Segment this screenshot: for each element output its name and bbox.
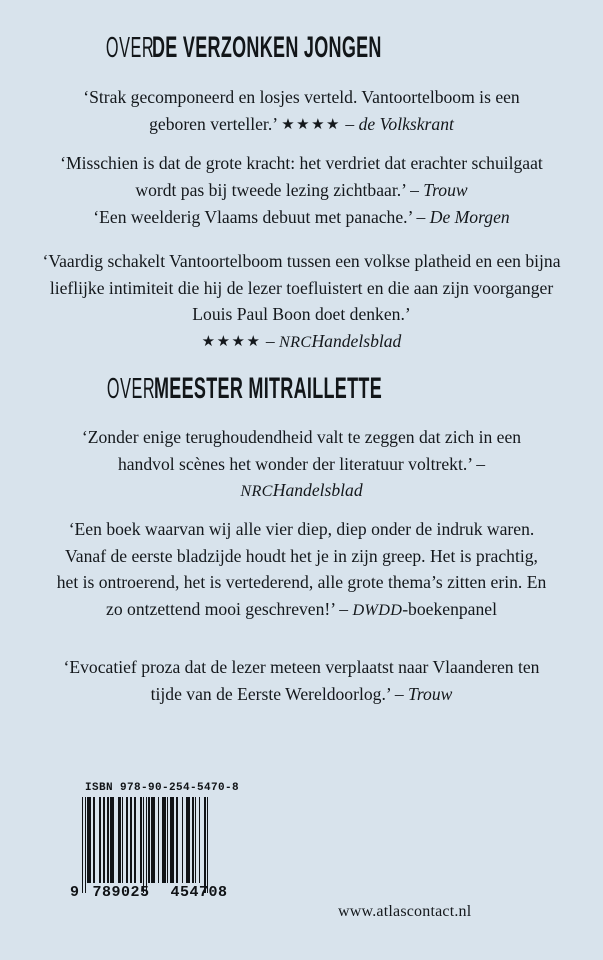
quote-de-volkskrant [0, 84, 603, 137]
quote-text: ‘Strak gecomponeerd en losjes verteld. Vantoortelboom is een geboren verteller.’ [83, 87, 520, 134]
quote-dwdd-boekenpanel [0, 516, 603, 623]
section-heading-prefix: OVER [105, 32, 155, 64]
barcode-digits-right: 454708 [170, 884, 228, 901]
quote-source: Trouw [408, 683, 453, 704]
quote-dash: – [345, 113, 355, 134]
quote-trouw-2 [0, 654, 603, 707]
quote-source: Handelsblad [272, 480, 363, 501]
quote-source-suffix: -boekenpanel [402, 599, 497, 620]
quote-dash: – [476, 453, 486, 474]
quote-nrc-handelsblad-2 [0, 424, 603, 504]
barcode-block [70, 782, 250, 901]
barcode-digit-lead: 9 [70, 884, 80, 901]
quote-source: de Volkskrant [358, 113, 454, 134]
quote-trouw-1 [0, 150, 603, 203]
quote-source-abbrev: DWDD [352, 601, 403, 620]
section-heading-title: MEESTER MITRAILLETTE [153, 372, 382, 405]
quote-dash: – [416, 207, 426, 227]
quote-de-morgen [0, 204, 603, 231]
quote-dash: – [410, 179, 419, 200]
quote-text: ‘Misschien is dat de grote kracht: het verdriet dat erachter schuilgaat wordt pas bij tweede lezing zichtbaar.’ [60, 153, 543, 200]
quote-nrc-handelsblad-1 [0, 248, 603, 355]
barcode-digits-left: 789025 [92, 884, 150, 901]
quote-source: Handelsblad [311, 331, 402, 352]
quote-text: ‘Een weelderig Vlaams debuut met panache.’ [93, 207, 413, 227]
quote-text: ‘Evocatief proza dat de lezer meteen verplaatst naar Vlaanderen ten tijde van de Eerste Wereldoorlog.’ [63, 657, 540, 704]
quote-text: ‘Zonder enige terughoudendheid valt te zeggen dat zich in een handvol scènes het wonder der literatuur voltrekt.’ [81, 427, 522, 474]
quote-source-abbrev: NRC [279, 333, 312, 352]
quote-source: Trouw [423, 179, 468, 200]
quote-text: ‘Een boek waarvan wij alle vier diep, diep onder de indruk waren. Vanaf de eerste bladzijde houdt het je in zijn greep. Het is prachtig, het is ontroerend, het is vertederend, alle grote thema’s zitten erin. En zo ontzettend mooi geschreven!’ [56, 519, 547, 620]
publisher-url[interactable]: www.atlascontact.nl [338, 903, 472, 920]
quote-source: De Morgen [429, 207, 510, 227]
section-heading-de-verzonken-jongen [0, 33, 603, 63]
quote-dash: – [339, 599, 349, 620]
isbn-label: ISBN 978-90-254-5470-8 [84, 782, 240, 794]
quote-text: ‘Vaardig schakelt Vantoortelboom tussen een volkse platheid en een bijna lieflijke intimiteit die hij de lezer toefluistert en die aan zijn voorganger Louis Paul Boon doet denken.’ [42, 251, 561, 325]
section-heading-title: DE VERZONKEN JONGEN [152, 31, 382, 64]
quote-dash: – [394, 683, 404, 704]
star-rating-icon: ★★★★ [281, 116, 341, 133]
barcode-bars-icon [82, 797, 250, 893]
section-heading-meester-mitraillette [0, 374, 603, 404]
section-heading-prefix: OVER [107, 373, 156, 405]
quote-dash: – [265, 331, 275, 352]
quote-source-abbrev: NRC [240, 482, 273, 501]
star-rating-icon: ★★★★ [201, 334, 262, 351]
barcode-digits [70, 884, 250, 901]
